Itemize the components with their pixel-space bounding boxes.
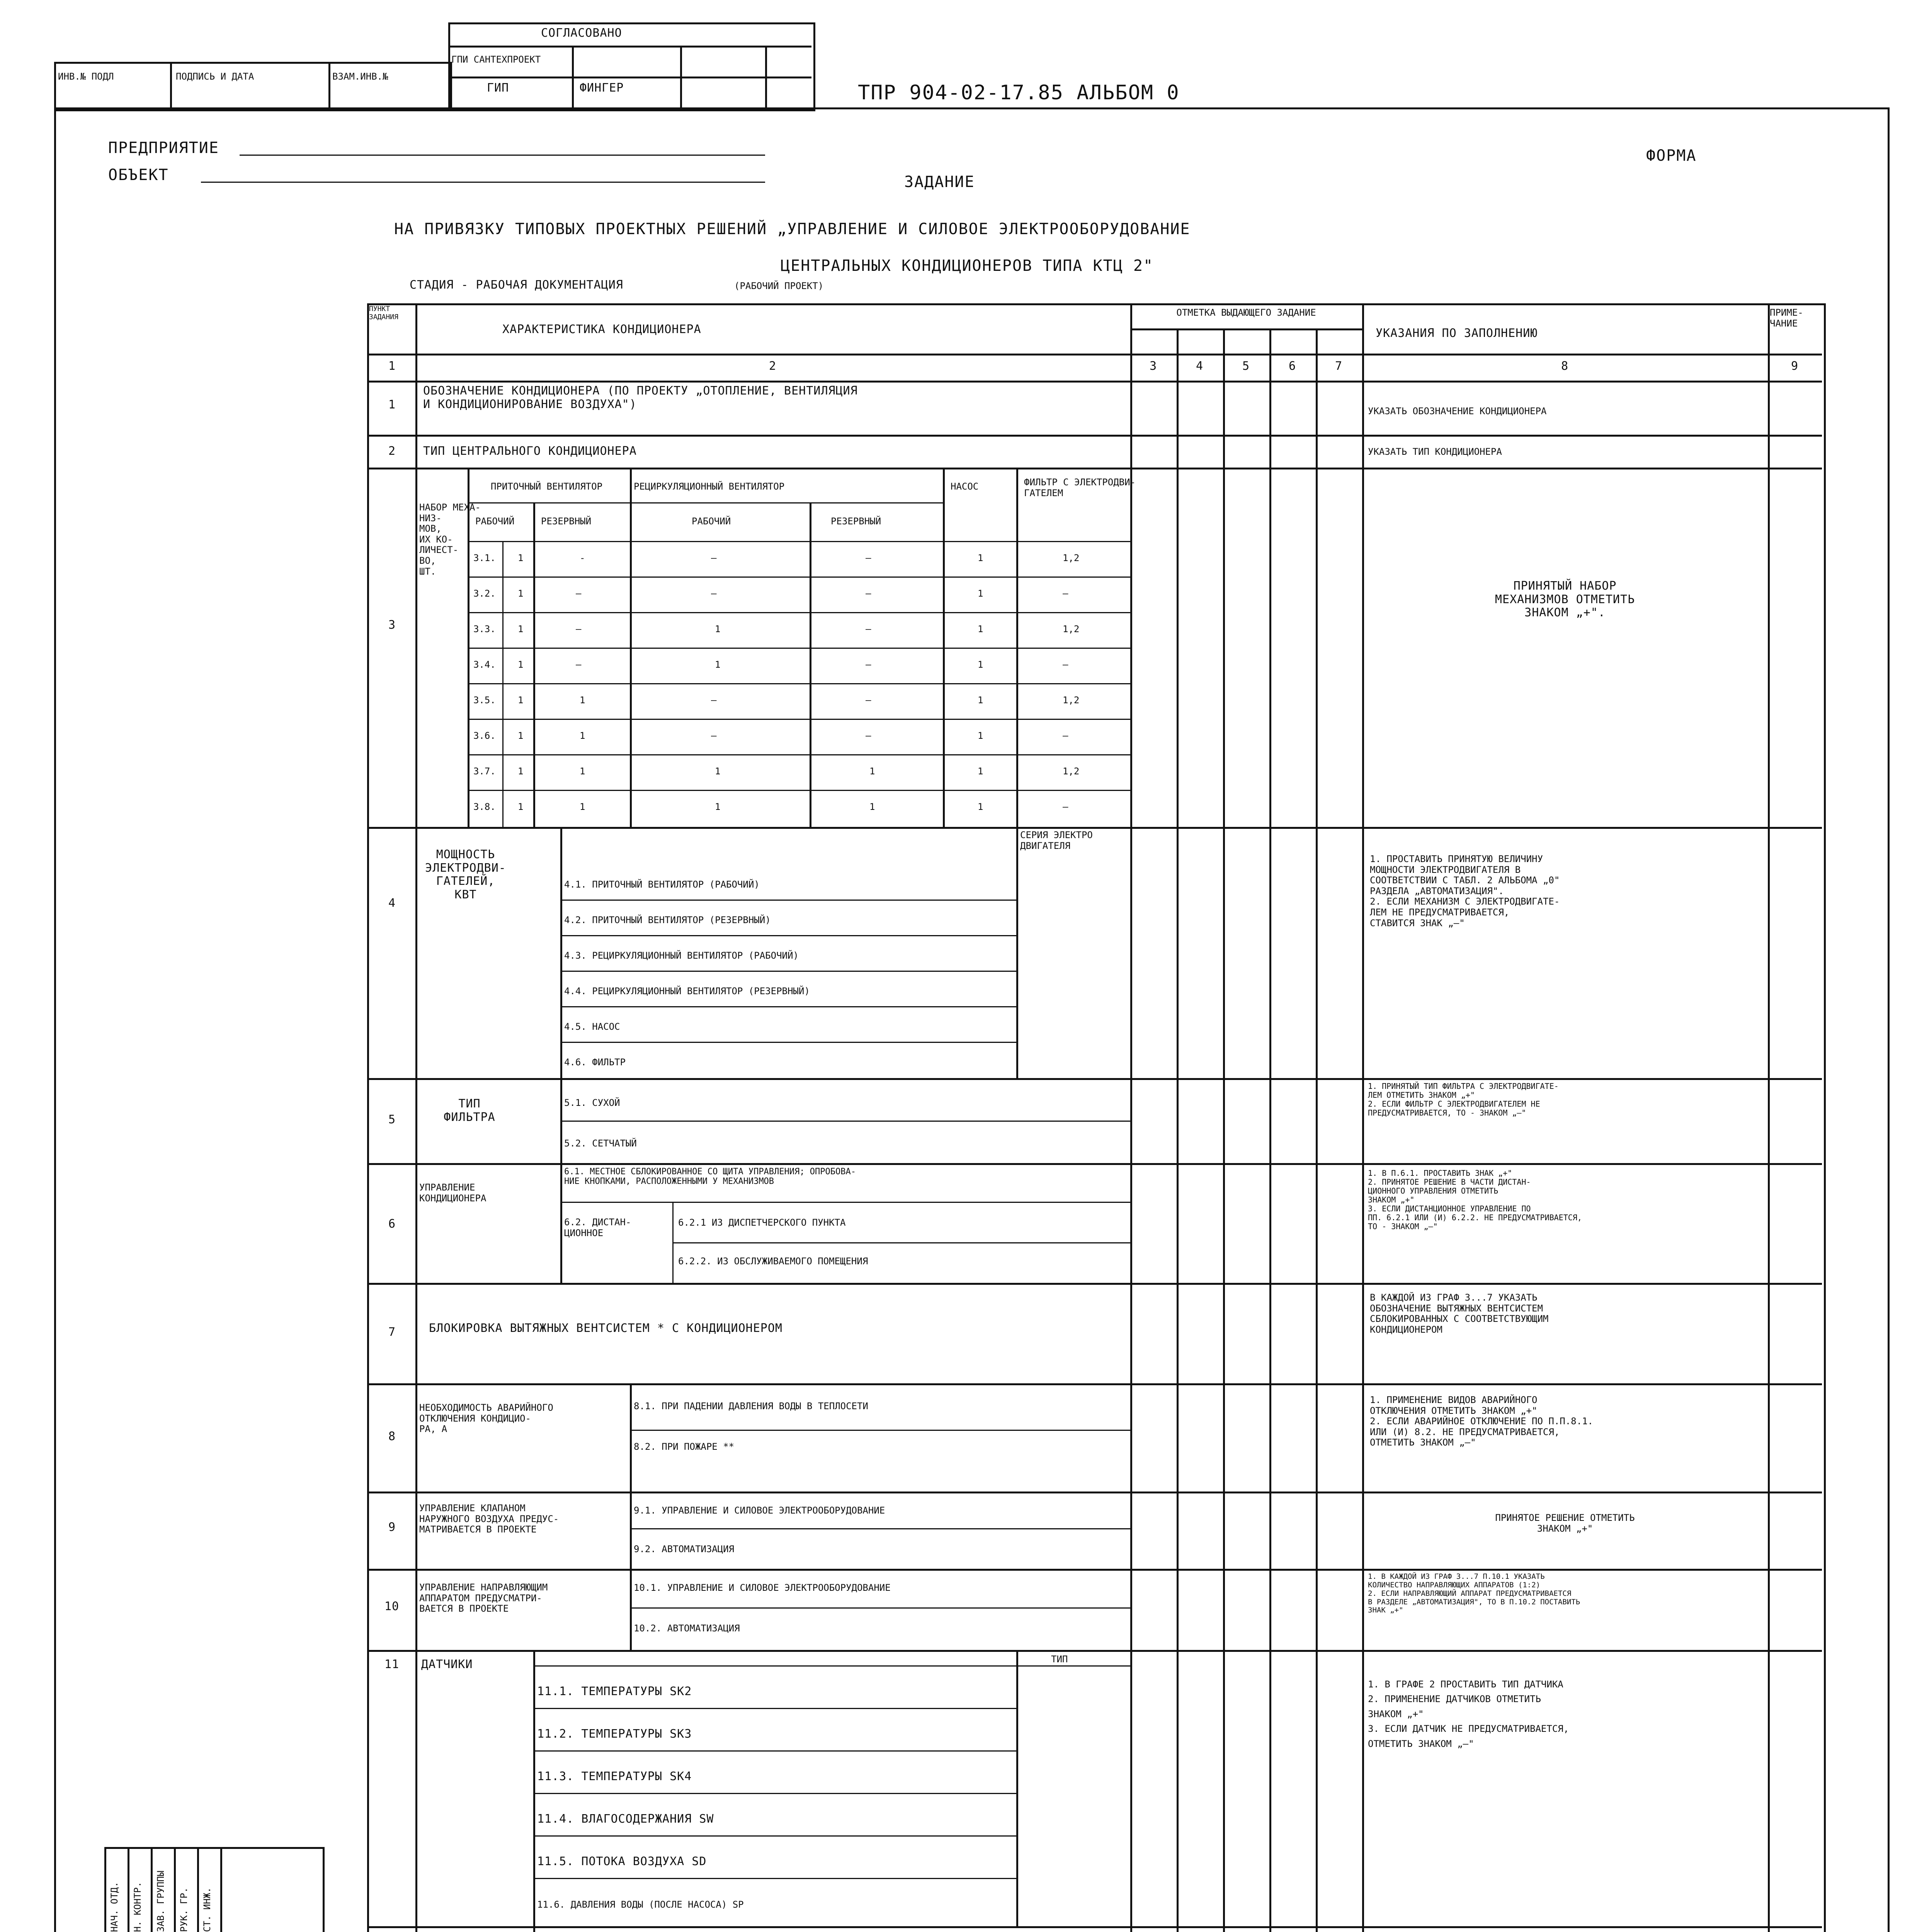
row11-item-4: 11.4. ВЛАГОСОДЕРЖАНИЯ SW: [537, 1812, 714, 1826]
mech-row-7-c1: 1: [518, 766, 524, 777]
colnum-5: 5: [1242, 359, 1250, 373]
row2-num: 2: [388, 444, 396, 458]
mech-row-4-c6: —: [1063, 659, 1068, 670]
mech-row-5-id: 3.5.: [473, 695, 496, 706]
zadanie-title: ЗАДАНИЕ: [904, 173, 975, 191]
row8-ukaz: 1. ПРИМЕНЕНИЕ ВИДОВ АВАРИЙНОГО ОТКЛЮЧЕНИЯ ОТМЕТИТЬ ЗНАКОМ „+" 2. ЕСЛИ АВАРИЙНОЕ ОТКЛЮЧЕНИЕ ПО П.П.8.1. ИЛИ (И) 8.2. НЕ ПРЕДУСМАТРИВАЕТСЯ, ОТМЕТИТЬ ЗНАКОМ „–": [1370, 1395, 1593, 1448]
row5-label: ТИП ФИЛЬТРА: [444, 1097, 495, 1124]
finger-label: ФИНГЕР: [580, 81, 624, 95]
row4-item-6: 4.6. ФИЛЬТР: [564, 1057, 626, 1068]
row10-item-1: 10.1. УПРАВЛЕНИЕ И СИЛОВОЕ ЭЛЕКТРООБОРУДОВАНИЕ: [634, 1582, 891, 1593]
row6-label: УПРАВЛЕНИЕ КОНДИЦИОНЕРА: [419, 1182, 486, 1204]
mech-row-8-c3: 1: [715, 801, 721, 812]
mech-row-3-c3: 1: [715, 624, 721, 634]
row6-ukaz: 1. В П.6.1. ПРОСТАВИТЬ ЗНАК „+" 2. ПРИНЯТОЕ РЕШЕНИЕ В ЧАСТИ ДИСТАН- ЦИОННОГО УПРАВЛЕНИЯ ОТМЕТИТЬ ЗНАКОМ „+" 3. ЕСЛИ ДИСТАНЦИОННОЕ УПРАВЛЕНИЕ ПО ПП. 6.2.1 ИЛИ (И) 6.2.2. НЕ ПРЕДУСМАТРИВАЕТСЯ, ТО - ЗНАКОМ „–": [1368, 1168, 1582, 1231]
rez2-header: РЕЗЕРВНЫЙ: [831, 516, 881, 527]
row6-num: 6: [388, 1217, 396, 1231]
colnum-7: 7: [1335, 359, 1343, 373]
row5-item-1: 5.1. СУХОЙ: [564, 1097, 620, 1108]
mech-row-3-c5: 1: [978, 624, 983, 634]
row8-item-1: 8.1. ПРИ ПАДЕНИИ ДАВЛЕНИЯ ВОДЫ В ТЕПЛОСЕТИ: [634, 1401, 868, 1412]
mech-row-2-c6: —: [1063, 588, 1068, 599]
mech-row-5-c4: —: [866, 695, 871, 706]
row7-text: БЛОКИРОВКА ВЫТЯЖНЫХ ВЕНТСИСТЕМ * С КОНДИЦИОНЕРОМ: [429, 1321, 782, 1335]
row9-num: 9: [388, 1520, 396, 1534]
row5-ukaz: 1. ПРИНЯТЫЙ ТИП ФИЛЬТРА С ЭЛЕКТРОДВИГАТЕ- ЛЕМ ОТМЕТИТЬ ЗНАКОМ „+" 2. ЕСЛИ ФИЛЬТР С ЭЛЕКТРОДВИГАТЕЛЕМ НЕ ПРЕДУСМАТРИВАЕТСЯ, ТО - ЗНАКОМ „–": [1368, 1082, 1559, 1117]
row2-ukaz: УКАЗАТЬ ТИП КОНДИЦИОНЕРА: [1368, 446, 1502, 457]
stadiya-note: (РАБОЧИЙ ПРОЕКТ): [734, 281, 824, 291]
stamp-role-5: СТ. ИНЖ.: [202, 1887, 213, 1932]
colnum-2: 2: [769, 359, 777, 373]
mech-row-2-c2: —: [576, 588, 582, 599]
pritoch-header: ПРИТОЧНЫЙ ВЕНТИЛЯТОР: [491, 481, 602, 492]
mech-row-7-c3: 1: [715, 766, 721, 777]
soglasovano-label: СОГЛАСОВАНО: [541, 26, 622, 40]
row11-label: ДАТЧИКИ: [421, 1658, 473, 1671]
row2-text: ТИП ЦЕНТРАЛЬНОГО КОНДИЦИОНЕРА: [423, 444, 637, 458]
gip-label: ГИП: [487, 81, 509, 95]
mech-row-6-c1: 1: [518, 730, 524, 741]
obekt-label: ОБЪЕКТ: [108, 166, 169, 184]
row8-item-2: 8.2. ПРИ ПОЖАРЕ **: [634, 1441, 735, 1452]
mech-row-2-c5: 1: [978, 588, 983, 599]
mech-row-3-c6: 1,2: [1063, 624, 1080, 634]
mech-row-8-id: 3.8.: [473, 801, 496, 812]
mech-row-3-c1: 1: [518, 624, 524, 634]
mech-row-4-c2: —: [576, 659, 582, 670]
stamp-role-3: ЗАВ. ГРУППЫ: [155, 1871, 166, 1932]
row11-num: 11: [384, 1658, 400, 1671]
title-line-1: НА ПРИВЯЗКУ ТИПОВЫХ ПРОЕКТНЫХ РЕШЕНИЙ „УПРАВЛЕНИЕ И СИЛОВОЕ ЭЛЕКТРООБОРУДОВАНИЕ: [394, 220, 1191, 238]
mech-row-1-c6: 1,2: [1063, 553, 1080, 563]
colnum-6: 6: [1289, 359, 1296, 373]
row9-label: УПРАВЛЕНИЕ КЛАПАНОМ НАРУЖНОГО ВОЗДУХА ПРЕДУС- МАТРИВАЕТСЯ В ПРОЕКТЕ: [419, 1503, 559, 1535]
mech-row-1-c2: -: [580, 553, 585, 563]
row9-item-1: 9.1. УПРАВЛЕНИЕ И СИЛОВОЕ ЭЛЕКТРООБОРУДОВАНИЕ: [634, 1505, 885, 1516]
forma-label: ФОРМА: [1646, 147, 1697, 165]
row1-num: 1: [388, 398, 396, 412]
row11-item-5: 11.5. ПОТОКА ВОЗДУХА SD: [537, 1855, 707, 1868]
mech-row-3-id: 3.3.: [473, 624, 496, 634]
col-punkt-header: ПУНКТ ЗАДАНИЯ: [369, 305, 398, 321]
row4-item-3: 4.3. РЕЦИРКУЛЯЦИОННЫЙ ВЕНТИЛЯТОР (РАБОЧИЙ): [564, 950, 799, 961]
mech-row-6-c4: —: [866, 730, 871, 741]
mech-row-1-c4: —: [866, 553, 871, 563]
row5-num: 5: [388, 1113, 396, 1126]
row4-item-1: 4.1. ПРИТОЧНЫЙ ВЕНТИЛЯТОР (РАБОЧИЙ): [564, 879, 760, 890]
approval-stamp: [448, 22, 815, 111]
row6-item-21: 6.2.1 ИЗ ДИСПЕТЧЕРСКОГО ПУНКТА: [678, 1217, 846, 1228]
row1-text: ОБОЗНАЧЕНИЕ КОНДИЦИОНЕРА (ПО ПРОЕКТУ „ОТОПЛЕНИЕ, ВЕНТИЛЯЦИЯ И КОНДИЦИОНИРОВАНИЕ ВОЗДУХА"): [423, 384, 858, 411]
mech-row-4-c3: 1: [715, 659, 721, 670]
stamp-role-4: РУК. ГР.: [179, 1887, 189, 1932]
mech-row-6-id: 3.6.: [473, 730, 496, 741]
mech-row-2-id: 3.2.: [473, 588, 496, 599]
row7-ukaz: В КАЖДОЙ ИЗ ГРАФ 3...7 УКАЗАТЬ ОБОЗНАЧЕНИЕ ВЫТЯЖНЫХ ВЕНТСИСТЕМ СБЛОКИРОВАННЫХ С СООТВЕТСТВУЮЩИМ КОНДИЦИОНЕРОМ: [1370, 1292, 1549, 1335]
predpriyatie-label: ПРЕДПРИЯТИЕ: [108, 139, 219, 157]
mech-row-8-c4: 1: [869, 801, 875, 812]
row11-item-6: 11.6. ДАВЛЕНИЯ ВОДЫ (ПОСЛЕ НАСОСА) SP: [537, 1899, 744, 1910]
mech-row-8-c6: —: [1063, 801, 1068, 812]
row9-item-2: 9.2. АВТОМАТИЗАЦИЯ: [634, 1544, 735, 1554]
mech-row-8-c2: 1: [580, 801, 585, 812]
mech-row-7-c4: 1: [869, 766, 875, 777]
inv-podl-label: ИНВ.№ ПОДЛ: [58, 71, 114, 82]
stadiya-label: СТАДИЯ - РАБОЧАЯ ДОКУМЕНТАЦИЯ: [410, 278, 623, 292]
inventory-stamp: [54, 62, 452, 111]
row11-item-1: 11.1. ТЕМПЕРАТУРЫ SK2: [537, 1685, 692, 1698]
row4-label: МОЩНОСТЬ ЭЛЕКТРОДВИ- ГАТЕЛЕЙ, КВТ: [425, 848, 506, 901]
mech-row-8-c5: 1: [978, 801, 983, 812]
row11-ukaz: 1. В ГРАФЕ 2 ПРОСТАВИТЬ ТИП ДАТЧИКА 2. ПРИМЕНЕНИЕ ДАТЧИКОВ ОТМЕТИТЬ ЗНАКОМ „+" 3. ЕСЛИ ДАТЧИК НЕ ПРЕДУСМАТРИВАЕТСЯ, ОТМЕТИТЬ ЗНАКОМ „–": [1368, 1679, 1569, 1749]
title-line-2: ЦЕНТРАЛЬНЫХ КОНДИЦИОНЕРОВ ТИПА КТЦ 2": [781, 257, 1154, 275]
mech-row-5-c3: —: [711, 695, 717, 706]
row10-item-2: 10.2. АВТОМАТИЗАЦИЯ: [634, 1623, 740, 1634]
row8-num: 8: [388, 1430, 396, 1443]
mech-row-4-c5: 1: [978, 659, 983, 670]
mech-row-8-c1: 1: [518, 801, 524, 812]
mech-row-4-id: 3.4.: [473, 659, 496, 670]
row6-item-2: 6.2. ДИСТАН- ЦИОННОЕ: [564, 1217, 631, 1238]
row4-item-5: 4.5. НАСОС: [564, 1021, 620, 1032]
mech-row-2-c3: —: [711, 588, 717, 599]
row10-num: 10: [384, 1600, 400, 1613]
mech-row-7-c2: 1: [580, 766, 585, 777]
mech-row-5-c2: 1: [580, 695, 585, 706]
col-harakt-header: ХАРАКТЕРИСТИКА КОНДИЦИОНЕРА: [502, 323, 701, 336]
col-ukaz-header: УКАЗАНИЯ ПО ЗАПОЛНЕНИЮ: [1376, 327, 1538, 340]
filtr-header: ФИЛЬТР С ЭЛЕКТРОДВИ- ГАТЕЛЕМ: [1024, 477, 1136, 498]
row1-ukaz: УКАЗАТЬ ОБОЗНАЧЕНИЕ КОНДИЦИОНЕРА: [1368, 406, 1547, 417]
row11-item-3: 11.3. ТЕМПЕРАТУРЫ SK4: [537, 1770, 692, 1783]
row3-ukaz: ПРИНЯТЫЙ НАБОР МЕХАНИЗМОВ ОТМЕТИТЬ ЗНАКОМ „+".: [1495, 579, 1635, 619]
mech-row-4-c1: 1: [518, 659, 524, 670]
row10-label: УПРАВЛЕНИЕ НАПРАВЛЯЮЩИМ АППАРАТОМ ПРЕДУСМАТРИ- ВАЕТСЯ В ПРОЕКТЕ: [419, 1582, 548, 1614]
mech-row-4-c4: —: [866, 659, 871, 670]
col-prim-header: ПРИМЕ-ЧАНИЕ: [1770, 307, 1803, 329]
row8-label: НЕОБХОДИМОСТЬ АВАРИЙНОГО ОТКЛЮЧЕНИЯ КОНДИЦИО- РА, А: [419, 1402, 553, 1435]
vzam-inv-label: ВЗАМ.ИНВ.№: [332, 71, 388, 82]
mech-row-5-c6: 1,2: [1063, 695, 1080, 706]
mech-row-1-c1: 1: [518, 553, 524, 563]
row3-num: 3: [388, 618, 396, 632]
row9-ukaz: ПРИНЯТОЕ РЕШЕНИЕ ОТМЕТИТЬ ЗНАКОМ „+": [1495, 1512, 1635, 1534]
mech-row-5-c5: 1: [978, 695, 983, 706]
mech-row-2-c4: —: [866, 588, 871, 599]
rab2-header: РАБОЧИЙ: [692, 516, 731, 527]
mech-row-6-c3: —: [711, 730, 717, 741]
row10-ukaz: 1. В КАЖДОЙ ИЗ ГРАФ 3...7 П.10.1 УКАЗАТЬ КОЛИЧЕСТВО НАПРАВЛЯЮЩИХ АППАРАТОВ (1:2) 2. ЕСЛИ НАПРАВЛЯЮЩИЙ АППАРАТ ПРЕДУСМАТРИВАЕТСЯ В РАЗДЕЛЕ „АВТОМАТИЗАЦИЯ", ТО В П.10.2 ПОСТАВИТЬ ЗНАК „+": [1368, 1572, 1580, 1615]
rab-header: РАБОЧИЙ: [475, 516, 515, 527]
stamp-role-1: НАЧ. ОТД.: [109, 1881, 120, 1932]
mech-row-1-c3: —: [711, 553, 717, 563]
mech-row-6-c6: —: [1063, 730, 1068, 741]
mech-row-7-id: 3.7.: [473, 766, 496, 777]
row4-ukaz: 1. ПРОСТАВИТЬ ПРИНЯТУЮ ВЕЛИЧИНУ МОЩНОСТИ ЭЛЕКТРОДВИГАТЕЛЯ В СООТВЕТСТВИИ С ТАБЛ. 2 АЛЬБОМА „0" РАЗДЕЛА „АВТОМАТИЗАЦИЯ". 2. ЕСЛИ МЕХАНИЗМ С ЭЛЕКТРОДВИГАТЕ- ЛЕМ НЕ ПРЕДУСМАТРИВАЕТСЯ, СТАВИТСЯ ЗНАК „–": [1370, 854, 1560, 929]
recirc-header: РЕЦИРКУЛЯЦИОННЫЙ ВЕНТИЛЯТОР: [634, 481, 785, 492]
mech-row-3-c4: —: [866, 624, 871, 634]
stamp-role-2: Н. КОНТР.: [132, 1881, 143, 1932]
podpis-data-label: ПОДПИСЬ И ДАТА: [176, 71, 254, 82]
mech-row-6-c2: 1: [580, 730, 585, 741]
col-otmetka-header: ОТМЕТКА ВЫДАЮЩЕГО ЗАДАНИЕ: [1176, 307, 1316, 318]
mech-row-2-c1: 1: [518, 588, 524, 599]
mech-row-7-c5: 1: [978, 766, 983, 777]
mech-row-1-c5: 1: [978, 553, 983, 563]
mech-row-1-id: 3.1.: [473, 553, 496, 563]
nasos-header: НАСОС: [951, 481, 979, 492]
row4-num: 4: [388, 896, 396, 910]
rez-header: РЕЗЕРВНЫЙ: [541, 516, 592, 527]
colnum-8: 8: [1561, 359, 1569, 373]
row11-item-2: 11.2. ТЕМПЕРАТУРЫ SK3: [537, 1727, 692, 1741]
row5-item-2: 5.2. СЕТЧАТЫЙ: [564, 1138, 637, 1149]
row6-item-1: 6.1. МЕСТНОЕ СБЛОКИРОВАННОЕ СО ЩИТА УПРАВЛЕНИЯ; ОПРОБОВА- НИЕ КНОПКАМИ, РАСПОЛОЖЕННЫМИ У МЕХАНИЗМОВ: [564, 1167, 856, 1187]
row4-item-2: 4.2. ПРИТОЧНЫЙ ВЕНТИЛЯТОР (РЕЗЕРВНЫЙ): [564, 915, 771, 925]
mech-row-3-c2: —: [576, 624, 582, 634]
row4-item-4: 4.4. РЕЦИРКУЛЯЦИОННЫЙ ВЕНТИЛЯТОР (РЕЗЕРВНЫЙ): [564, 986, 810, 997]
colnum-4: 4: [1196, 359, 1204, 373]
document-code: ТПР 904-02-17.85 АЛЬБОМ 0: [858, 81, 1180, 104]
colnum-1: 1: [388, 359, 396, 373]
mech-row-5-c1: 1: [518, 695, 524, 706]
row11-tip: ТИП: [1051, 1654, 1068, 1665]
row3-label: НАБОР МЕХА- НИЗ- МОВ, ИХ КО- ЛИЧЕСТ- ВО, ШТ.: [419, 502, 481, 577]
gpi-label: ГПИ САНТЕХПРОЕКТ: [451, 54, 541, 65]
row6-item-22: 6.2.2. ИЗ ОБСЛУЖИВАЕМОГО ПОМЕЩЕНИЯ: [678, 1256, 868, 1267]
mech-row-7-c6: 1,2: [1063, 766, 1080, 777]
row7-num: 7: [388, 1325, 396, 1339]
row4-seria: СЕРИЯ ЭЛЕКТРО ДВИГАТЕЛЯ: [1020, 830, 1093, 851]
mech-row-6-c5: 1: [978, 730, 983, 741]
colnum-3: 3: [1150, 359, 1157, 373]
colnum-9: 9: [1791, 359, 1799, 373]
